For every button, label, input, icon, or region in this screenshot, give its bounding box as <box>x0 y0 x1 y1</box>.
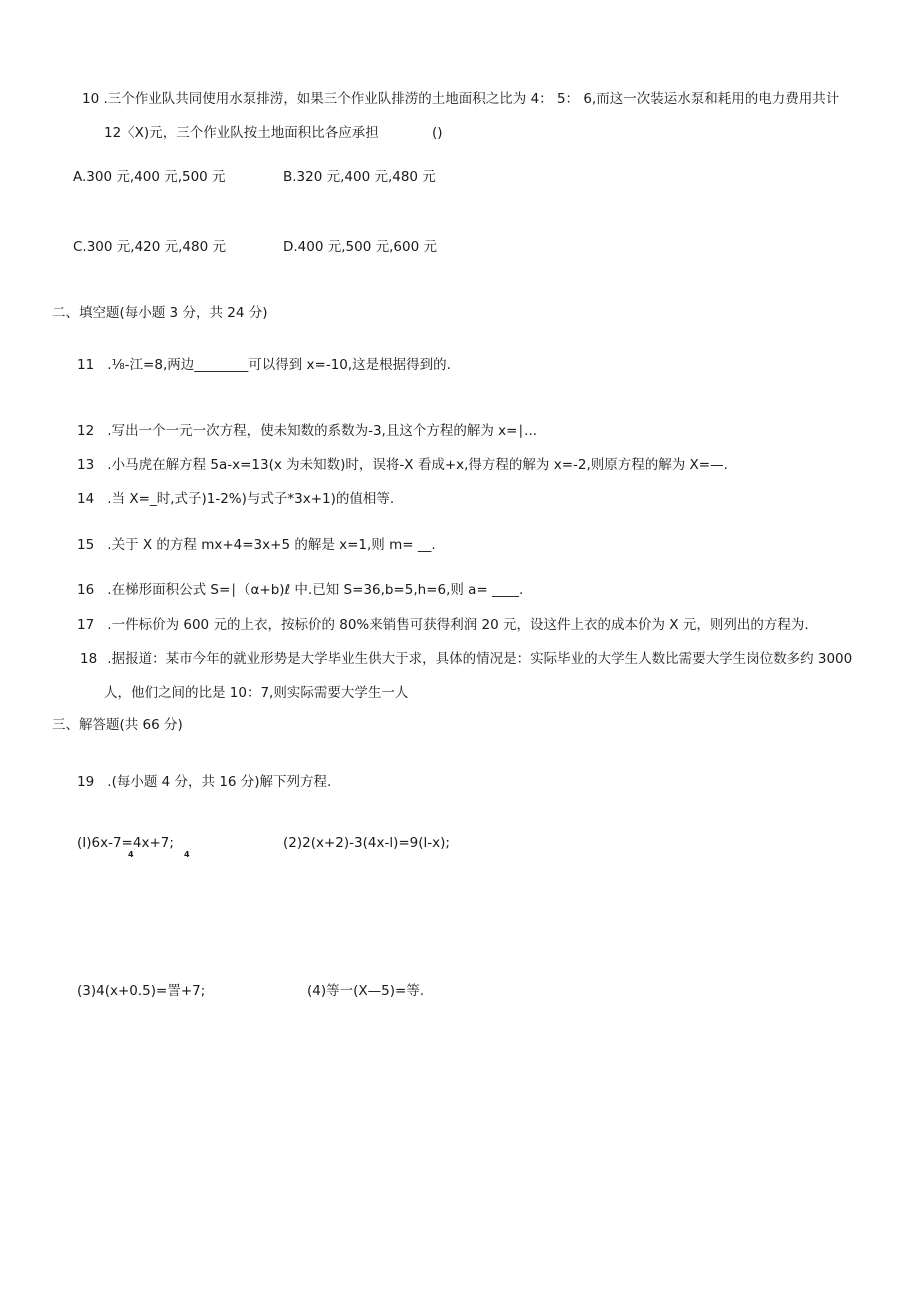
question-text: .一件标价为 600 元的上衣，按标价的 80%来销售可获得利润 20 元，设这件上衣的成本价为 X 元，则列出的方程为. <box>107 617 809 633</box>
equation-1: (I)6x-7=4x+7; <box>77 835 174 851</box>
question-18-line2: 人，他们之间的比是 10：7,则实际需要大学生一人 <box>104 685 409 701</box>
equation-3: (3)4(x+0.5)=詈+7; <box>77 983 206 999</box>
question-text: .关于 X 的方程 mx+4=3x+5 的解是 x=1,则 m= __. <box>107 537 436 553</box>
question-19 <box>77 773 331 791</box>
equation-2: (2)2(x+2)-3(4x-l)=9(l-x); <box>283 835 450 851</box>
question-12 <box>77 422 537 440</box>
question-text: .小马虎在解方程 5a-x=13(x 为未知数)时，误将-X 看成+x,得方程的解为 x=-2,则原方程的解为 X=—. <box>107 457 728 473</box>
question-15 <box>77 536 436 554</box>
option-c: C.300 元,420 元,480 元 <box>73 239 226 255</box>
question-11 <box>77 356 451 374</box>
question-number: 14 <box>77 491 95 507</box>
question-text: .⅛-江=8,两边________可以得到 x=-10,这是根据得到的. <box>107 357 451 373</box>
question-10-line2 <box>104 124 379 142</box>
option-b: B.320 元,400 元,480 元 <box>283 169 436 185</box>
question-text: .写出一个一元一次方程，使未知数的系数为-3,且这个方程的解为 x=∣... <box>107 423 538 439</box>
answer-parentheses: () <box>432 125 443 141</box>
question-number: 17 <box>77 617 95 633</box>
question-text: .据报道：某市今年的就业形势是大学毕业生供大于求，具体的情况是：实际毕业的大学生人数比需要大学生岗位数多约 3000 <box>107 651 853 667</box>
question-10-line1 <box>82 90 839 108</box>
question-text: .在梯形面积公式 S=∣（α+b)ℓ 中.已知 S=36,b=5,h=6,则 a= ____. <box>107 582 524 598</box>
option-d: D.400 元,500 元,600 元 <box>283 239 437 255</box>
question-number: 10 <box>82 91 100 107</box>
question-17 <box>77 616 809 634</box>
question-number: 16 <box>77 582 95 598</box>
question-number: 19 <box>77 774 95 790</box>
option-a: A.300 元,400 元,500 元 <box>73 169 226 185</box>
section-heading-fill-in: 二、填空题(每小题 3 分，共 24 分) <box>52 305 268 321</box>
equation-1-subscript: 4 <box>128 850 134 859</box>
question-number: 18 <box>80 651 98 667</box>
question-number: 11 <box>77 357 95 373</box>
question-13 <box>77 456 728 474</box>
question-number: 13 <box>77 457 95 473</box>
question-number: 12 <box>77 423 95 439</box>
equation-4: (4)等一(X—5)=等. <box>307 983 425 999</box>
question-14 <box>77 490 394 508</box>
question-number: 15 <box>77 537 95 553</box>
question-text: .当 X=_时,式子)1-2%)与式子*3x+1)的值相等. <box>107 491 395 507</box>
question-text: .三个作业队共同使用水泵排涝，如果三个作业队排涝的土地面积之比为 4： 5： 6,而这一次装运水泵和耗用的电力费用共计 <box>103 91 840 107</box>
question-16 <box>77 581 523 599</box>
question-18 <box>80 650 852 668</box>
question-text: .(每小题 4 分，共 16 分)解下列方程. <box>107 774 332 790</box>
equation-1-subscript: 4 <box>184 850 190 859</box>
section-heading-solve: 三、解答题(共 66 分) <box>52 717 183 733</box>
question-text: 12〈X)元，三个作业队按土地面积比各应承担 <box>104 125 379 141</box>
